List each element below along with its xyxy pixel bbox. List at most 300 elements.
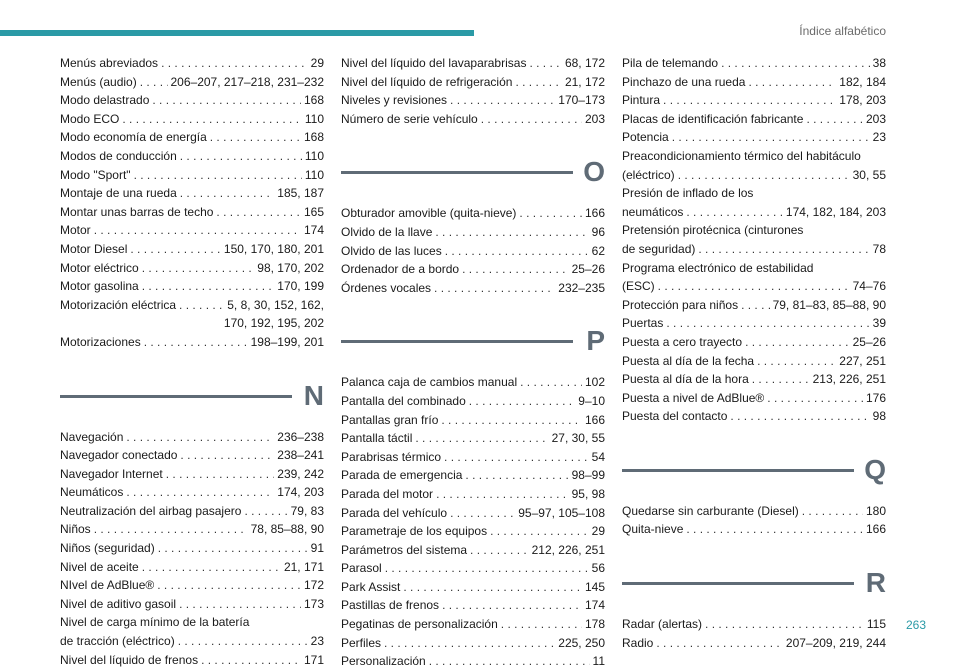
index-entry — [341, 260, 605, 279]
index-entry — [60, 520, 324, 539]
index-entry — [60, 651, 324, 670]
dot-leader — [436, 485, 569, 504]
dot-leader — [519, 204, 582, 223]
page-refs: 206–207, 217–218, 231–232 — [170, 74, 324, 89]
index-term: Motor gasolina — [60, 279, 139, 294]
page-header-title: Índice alfabético — [799, 24, 886, 38]
dot-leader — [134, 166, 302, 185]
index-term-line: Nivel de carga mínimo de la batería — [60, 615, 250, 630]
dot-leader — [465, 466, 568, 485]
page-refs: 25–26 — [852, 334, 886, 349]
index-entry — [60, 446, 324, 465]
dot-leader — [748, 73, 836, 92]
index-term: Navegación — [60, 429, 124, 444]
page-refs: 166 — [584, 206, 605, 221]
index-entry — [60, 221, 324, 240]
index-entry — [60, 110, 324, 129]
page-refs: 115 — [866, 617, 886, 632]
index-entry — [341, 242, 605, 261]
dot-leader — [663, 91, 836, 110]
index-term: Modos de conducción — [60, 148, 177, 163]
index-entry — [622, 128, 886, 147]
page-refs: 178, 203 — [839, 93, 886, 108]
index-term: Ordenador de a bordo — [341, 262, 460, 277]
page-refs: 95, 98 — [571, 486, 605, 501]
dot-leader — [444, 448, 589, 467]
dot-leader — [462, 260, 569, 279]
index-term: Puesta del contacto — [622, 409, 728, 424]
page-refs: 232–235 — [558, 280, 605, 295]
page-refs: 176 — [865, 390, 886, 405]
page-refs: 98–99 — [571, 468, 605, 483]
index-entry — [60, 203, 324, 222]
dot-leader — [157, 576, 301, 595]
dot-leader — [385, 559, 589, 578]
index-term: NIvel de AdBlue® — [60, 578, 155, 593]
index-entry — [341, 223, 605, 242]
index-term: Pantallas gran frío — [341, 412, 439, 427]
page-refs: 168 — [303, 93, 324, 108]
index-term: Número de serie vehículo — [341, 111, 478, 126]
page-refs: 29 — [310, 56, 324, 70]
dot-leader — [490, 522, 589, 541]
index-entry — [341, 91, 605, 110]
index-term: Motor eléctrico — [60, 260, 139, 275]
dot-leader — [705, 615, 864, 634]
dot-leader — [741, 296, 769, 315]
page-refs: 171 — [303, 652, 324, 667]
dot-leader — [179, 595, 301, 614]
index-term: Puesta al día de la hora — [622, 372, 749, 387]
index-term-line: Preacondicionamiento térmico del habitáculo — [622, 148, 861, 163]
index-entry — [341, 541, 605, 560]
section-rule — [60, 395, 292, 398]
page-refs: 174 — [584, 598, 605, 613]
page-refs: 178 — [584, 617, 605, 632]
page-refs: 78 — [872, 241, 886, 256]
dot-leader — [142, 558, 281, 577]
page-refs: 78, 85–88, 90 — [250, 522, 324, 537]
page-refs: 79, 81–83, 85–88, 90 — [772, 297, 886, 312]
index-term: Perfiles — [341, 635, 382, 650]
page-refs: 79, 83 — [290, 503, 324, 518]
section-letter: O — [583, 156, 605, 188]
index-entry — [622, 352, 886, 371]
index-term: Radio — [622, 635, 654, 650]
index-entry — [60, 259, 324, 278]
index-entry — [60, 184, 324, 203]
dot-leader — [757, 352, 836, 371]
index-entry — [60, 483, 324, 502]
dot-leader — [126, 428, 274, 447]
page-refs: 62 — [591, 243, 605, 258]
page-refs: 110 — [304, 148, 324, 163]
dot-leader — [672, 128, 870, 147]
index-entry — [60, 595, 324, 614]
index-entry — [341, 559, 605, 578]
dot-leader — [180, 147, 302, 166]
page-refs: 110 — [304, 111, 324, 126]
index-entry — [60, 576, 324, 595]
index-term: Pinchazo de una rueda — [622, 74, 746, 89]
page-refs: 239, 242 — [277, 466, 324, 481]
page-refs: 203 — [584, 111, 605, 126]
page-refs: 56 — [591, 561, 605, 576]
dot-leader — [441, 411, 582, 430]
index-entry — [341, 429, 605, 448]
index-term: Pegatinas de personalización — [341, 617, 498, 632]
index-term: (eléctrico) — [622, 167, 675, 182]
index-term: Parasol — [341, 561, 382, 576]
index-entry — [622, 615, 886, 634]
index-entry — [60, 558, 324, 577]
index-entry — [60, 502, 324, 521]
index-entry — [60, 73, 324, 92]
page-refs: 238–241 — [277, 448, 324, 463]
index-term: Motor — [60, 223, 91, 238]
dot-leader — [180, 184, 275, 203]
page-refs: 174, 182, 184, 203 — [785, 204, 886, 219]
dot-leader — [434, 279, 555, 298]
section-rule — [341, 340, 573, 343]
page-refs: 98 — [872, 409, 886, 424]
index-entry — [341, 411, 605, 430]
dot-leader — [658, 277, 850, 296]
dot-leader — [94, 221, 301, 240]
index-entry — [622, 91, 886, 110]
section-header — [341, 325, 605, 367]
index-entry — [341, 504, 605, 523]
index-entry — [341, 54, 605, 73]
page-refs: 198–199, 201 — [250, 334, 324, 349]
dot-leader — [403, 578, 582, 597]
section-letter: N — [303, 379, 324, 411]
index-term: Olvido de la llave — [341, 224, 433, 239]
index-term: Menús (audio) — [60, 74, 137, 89]
index-column-3 — [622, 54, 886, 652]
index-term: Radar (alertas) — [622, 617, 703, 632]
dot-leader — [721, 54, 870, 73]
page-refs: 172 — [303, 578, 324, 593]
dot-leader — [166, 465, 275, 484]
index-term: Pastillas de frenos — [341, 598, 440, 613]
index-entry — [60, 240, 324, 259]
page-refs: 29 — [591, 524, 605, 539]
page-refs: 30, 55 — [852, 167, 886, 182]
index-term: Modo delastrado — [60, 93, 150, 108]
index-term: Nivel de aceite — [60, 559, 139, 574]
page-number: 263 — [905, 618, 926, 632]
index-term: de seguridad) — [622, 241, 696, 256]
index-term: Personalización — [341, 654, 426, 669]
page-refs: 168 — [303, 130, 324, 145]
page-refs: 166 — [584, 412, 605, 427]
index-entry — [60, 539, 324, 558]
index-entry — [341, 466, 605, 485]
page-refs: 102 — [584, 375, 605, 390]
dot-leader — [450, 91, 555, 110]
page-refs: 23 — [310, 634, 324, 649]
index-entry — [622, 166, 886, 185]
index-entry — [60, 147, 324, 166]
index-term: Placas de identificación fabricante — [622, 111, 804, 126]
dot-leader — [429, 652, 590, 671]
page-refs: 213, 226, 251 — [812, 372, 886, 387]
section-header — [341, 156, 605, 198]
dot-leader — [515, 73, 562, 92]
section-rule — [622, 582, 854, 585]
dot-leader — [122, 110, 302, 129]
index-term: neumáticos — [622, 204, 684, 219]
page-refs: 236–238 — [277, 429, 324, 444]
index-term: Parada de emergencia — [341, 468, 463, 483]
index-entry — [341, 652, 605, 671]
index-term: Quita-nieve — [622, 522, 684, 537]
dot-leader — [130, 240, 221, 259]
page-refs: 174, 203 — [277, 485, 324, 500]
dot-leader — [445, 242, 589, 261]
page-refs: 212, 226, 251 — [531, 542, 605, 557]
index-term: Parada del vehículo — [341, 505, 448, 520]
page-refs: 74–76 — [852, 279, 886, 294]
index-term: Niveles y revisiones — [341, 93, 448, 108]
dot-leader — [806, 110, 863, 129]
index-entry — [341, 485, 605, 504]
page-refs: 25–26 — [571, 262, 605, 277]
index-entry — [341, 373, 605, 392]
dot-leader — [678, 166, 850, 185]
index-term: Pantalla táctil — [341, 431, 413, 446]
index-term: Menús abreviados — [60, 56, 159, 70]
index-term: Potencia — [622, 130, 669, 145]
index-term: (ESC) — [622, 279, 655, 294]
dot-leader — [140, 73, 168, 92]
index-entry — [60, 632, 324, 651]
index-entry — [341, 73, 605, 92]
dot-leader — [450, 504, 515, 523]
page-refs: 145 — [584, 579, 605, 594]
index-term-line: Presión de inflado de los — [622, 186, 754, 201]
dot-leader — [142, 277, 275, 296]
dot-leader — [767, 389, 863, 408]
dot-leader — [686, 203, 783, 222]
index-entry — [60, 128, 324, 147]
index-entry — [341, 634, 605, 653]
index-entry — [622, 407, 886, 426]
page-refs: 227, 251 — [839, 353, 886, 368]
page-refs: 203 — [865, 111, 886, 126]
section-header — [622, 454, 886, 496]
dot-leader — [481, 110, 582, 129]
page-refs: 38 — [872, 56, 886, 70]
index-term: Puesta al día de la fecha — [622, 353, 755, 368]
page-refs: 207–209, 219, 244 — [785, 635, 886, 650]
dot-leader — [666, 314, 869, 333]
page-refs: 27, 30, 55 — [551, 431, 605, 446]
index-term: Modo "Sport" — [60, 167, 131, 182]
dot-leader — [469, 392, 576, 411]
page-refs: 9–10 — [578, 393, 605, 408]
index-entry — [341, 615, 605, 634]
index-term: Neutralización del airbag pasajero — [60, 503, 242, 518]
dot-leader — [470, 541, 529, 560]
index-term: Nivel de aditivo gasoil — [60, 596, 177, 611]
index-term: Navegador conectado — [60, 448, 178, 463]
section-letter: P — [586, 325, 605, 357]
index-entry — [622, 277, 886, 296]
index-entry — [60, 428, 324, 447]
index-term: de tracción (eléctrico) — [60, 634, 175, 649]
index-term: Protección para niños — [622, 297, 739, 312]
dot-leader — [179, 296, 224, 315]
index-term: Niños — [60, 522, 91, 537]
section-letter: Q — [864, 453, 886, 485]
page-refs: 225, 250 — [558, 635, 605, 650]
dot-leader — [216, 203, 301, 222]
index-entry — [60, 54, 324, 73]
dot-leader — [698, 240, 869, 259]
page-refs: 21, 172 — [564, 74, 605, 89]
dot-leader — [415, 429, 548, 448]
index-term: Quedarse sin carburante (Diesel) — [622, 503, 799, 518]
page-refs: 23 — [872, 130, 886, 145]
index-term: Montar unas barras de techo — [60, 204, 214, 219]
index-term: Navegador Internet — [60, 466, 163, 481]
dot-leader — [435, 223, 588, 242]
index-entry — [622, 520, 886, 539]
dot-leader — [686, 520, 863, 539]
page-refs: 21, 171 — [283, 559, 324, 574]
index-entry — [60, 296, 324, 315]
dot-leader — [180, 446, 274, 465]
dot-leader — [178, 632, 308, 651]
dot-leader — [244, 502, 287, 521]
dot-leader — [210, 128, 301, 147]
index-entry — [622, 502, 886, 521]
index-term: Motorizaciones — [60, 334, 141, 349]
index-term: Montaje de una rueda — [60, 186, 177, 201]
index-column-1 — [60, 54, 324, 669]
index-term-line: Programa electrónico de estabilidad — [622, 260, 814, 275]
section-rule — [341, 171, 573, 174]
index-entry — [622, 203, 886, 222]
page-refs: 11 — [592, 654, 605, 669]
page-refs-continued: 170, 192, 195, 202 — [223, 316, 324, 331]
index-term: Nivel del líquido del lavaparabrisas — [341, 56, 527, 70]
dot-leader — [656, 634, 783, 653]
index-term: Pila de telemando — [622, 56, 719, 70]
dot-leader — [752, 370, 810, 389]
dot-leader — [745, 333, 850, 352]
section-letter: R — [865, 567, 886, 599]
dot-leader — [384, 634, 555, 653]
section-rule — [622, 469, 854, 472]
index-entry — [341, 392, 605, 411]
index-term: Parada del motor — [341, 486, 434, 501]
index-term: Obturador amovible (quita-nieve) — [341, 206, 517, 221]
page-refs: 173 — [303, 596, 324, 611]
index-term: Motor Diesel — [60, 241, 128, 256]
page-refs: 180 — [865, 503, 886, 518]
dot-leader — [442, 596, 582, 615]
index-term: Modo economía de energía — [60, 130, 207, 145]
dot-leader — [161, 54, 308, 73]
dot-leader — [94, 520, 248, 539]
page-refs: 174 — [303, 223, 324, 238]
header-accent-bar — [0, 30, 474, 36]
page-refs: 91 — [310, 541, 324, 556]
index-term: Parametraje de los equipos — [341, 524, 488, 539]
index-term: Parabrisas térmico — [341, 449, 442, 464]
index-entry — [341, 204, 605, 223]
index-entry — [341, 110, 605, 129]
index-term: Nivel del líquido de refrigeración — [341, 74, 513, 89]
page-refs: 5, 8, 30, 152, 162, — [227, 297, 324, 312]
index-entry — [60, 465, 324, 484]
index-term: Park Assist — [341, 579, 401, 594]
index-entry — [622, 73, 886, 92]
index-term: Palanca caja de cambios manual — [341, 375, 518, 390]
dot-leader — [158, 539, 308, 558]
index-term: Pantalla del combinado — [341, 393, 466, 408]
index-entry — [60, 277, 324, 296]
index-term: Pintura — [622, 93, 661, 108]
index-entry — [622, 110, 886, 129]
index-entry — [622, 240, 886, 259]
page-refs: 98, 170, 202 — [257, 260, 324, 275]
dot-leader — [142, 259, 255, 278]
index-term: Órdenes vocales — [341, 280, 432, 295]
page-refs: 39 — [872, 316, 886, 331]
index-term: Puesta a nivel de AdBlue® — [622, 390, 765, 405]
index-term: Puesta a cero trayecto — [622, 334, 743, 349]
page-refs: 170, 199 — [277, 279, 324, 294]
index-column-2 — [341, 54, 605, 671]
index-term: Motorización eléctrica — [60, 297, 177, 312]
index-entry — [622, 634, 886, 653]
dot-leader — [144, 333, 248, 352]
dot-leader — [802, 502, 863, 521]
index-term: Modo ECO — [60, 111, 120, 126]
section-header — [60, 380, 324, 422]
page-refs: 95–97, 105–108 — [518, 505, 605, 520]
dot-leader — [730, 407, 869, 426]
index-entry — [622, 54, 886, 73]
dot-leader — [520, 373, 582, 392]
dot-leader — [501, 615, 582, 634]
index-entry — [622, 314, 886, 333]
page-refs: 68, 172 — [564, 56, 605, 70]
page-refs: 96 — [591, 224, 605, 239]
dot-leader — [529, 54, 562, 73]
index-entry — [341, 578, 605, 597]
index-entry — [60, 91, 324, 110]
section-header — [622, 567, 886, 609]
index-entry — [622, 333, 886, 352]
index-entry — [341, 279, 605, 298]
index-entry — [341, 596, 605, 615]
index-term: Nivel del líquido de frenos — [60, 652, 199, 667]
index-entry — [60, 333, 324, 352]
index-entry — [341, 522, 605, 541]
index-entry — [60, 166, 324, 185]
page-refs: 182, 184 — [839, 74, 886, 89]
index-term: Neumáticos — [60, 485, 124, 500]
page-refs: 165 — [303, 204, 324, 219]
page-refs: 185, 187 — [277, 186, 324, 201]
index-entry — [622, 296, 886, 315]
index-term: Olvido de las luces — [341, 243, 442, 258]
